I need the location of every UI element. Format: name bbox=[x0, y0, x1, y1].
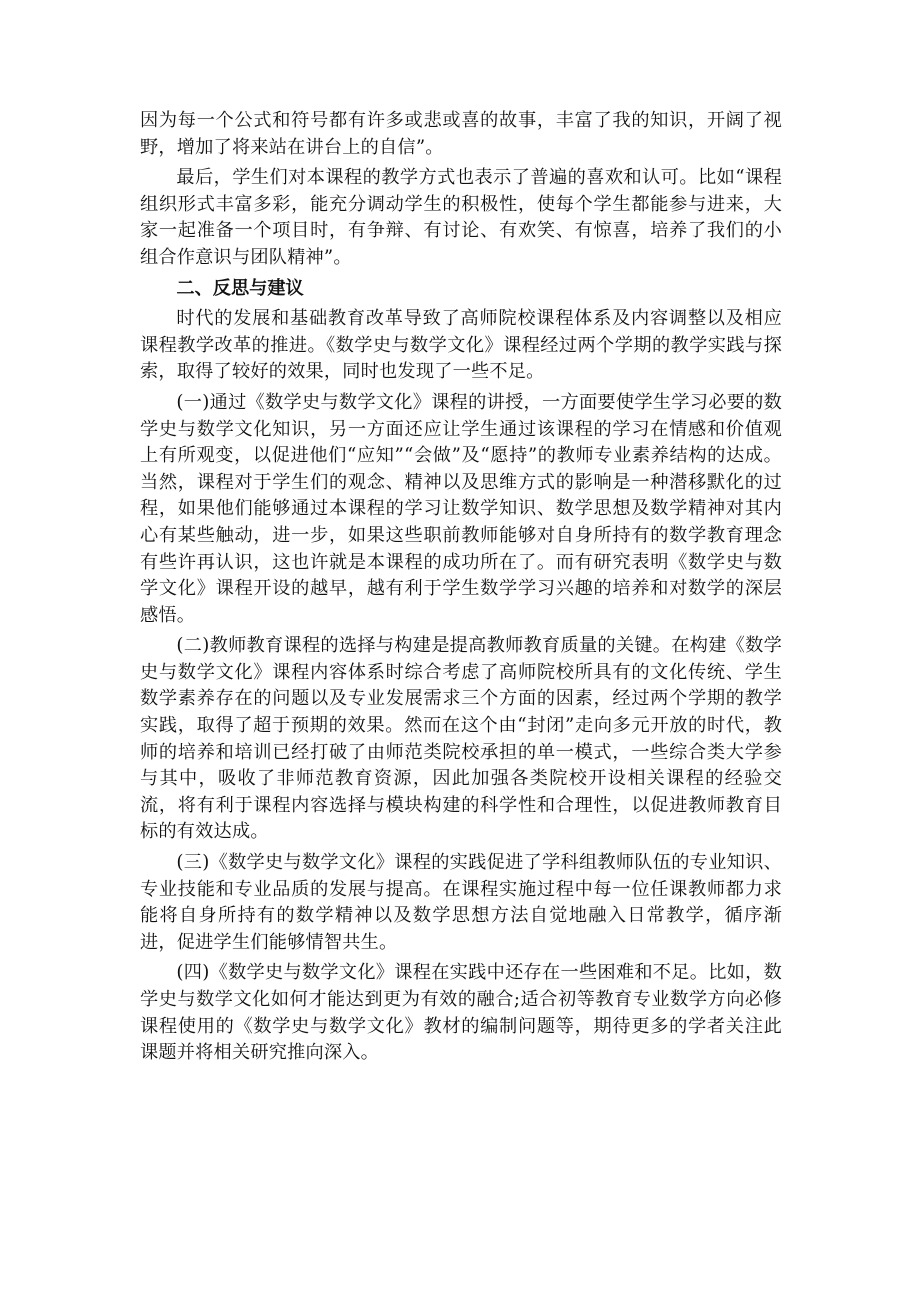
paragraph-point-3: (三)《数学史与数学文化》课程的实践促进了学科组教师队伍的专业知识、专业技能和专业品质的发展与提高。在课程实施过程中每一位任课教师都力求能将自身所持有的数学精神以及数学思想方法自觉地融入日常教学，循序渐进，促进学生们能够情智共生。 bbox=[140, 852, 782, 953]
paragraph-teaching-method: 最后，学生们对本课程的教学方式也表示了普遍的喜欢和认可。比如“课程组织形式丰富多彩，能充分调动学生的积极性，使每个学生都能参与进来，大家一起准备一个项目时，有争辩、有讨论、有欢笑、有惊喜，培养了我们的小组合作意识与团队精神”。 bbox=[140, 167, 782, 268]
paragraph-point-2: (二)教师教育课程的选择与构建是提高教师教育质量的关键。在构建《数学史与数学文化》课程内容体系时综合考虑了高师院校所具有的文化传统、学生数学素养存在的问题以及专业发展需求三个方面的因素，经过两个学期的教学实践，取得了超于预期的效果。然而在这个由“封闭”走向多元开放的时代，教师的培养和培训已经打破了由师范类院校承担的单一模式，一些综合类大学参与其中，吸收了非师范教育资源，因此加强各类院校开设相关课程的经验交流，将有利于课程内容选择与模块构建的科学性和合理性，以促进教师教育目标的有效达成。 bbox=[140, 635, 782, 843]
paragraph-intro: 时代的发展和基础教育改革导致了高师院校课程体系及内容调整以及相应课程教学改革的推进。《数学史与数学文化》课程经过两个学期的教学实践与探索，取得了较好的效果，同时也发现了一些不足。 bbox=[140, 308, 782, 383]
section-heading: 二、反思与建议 bbox=[176, 277, 304, 299]
paragraph-point-4: (四)《数学史与数学文化》课程在实践中还存在一些困难和不足。比如，数学史与数学文化如何才能达到更为有效的融合;适合初等教育专业数学方向必修课程使用的《数学史与数学文化》教材的编制问题等，期待更多的学者关注此课题并将相关研究推向深入。 bbox=[140, 962, 782, 1064]
paragraph-quote-continuation: 因为每一个公式和符号都有许多或悲或喜的故事，丰富了我的知识，开阔了视野，增加了将来站在讲台上的自信”。 bbox=[140, 110, 782, 158]
paragraph-point-1: (一)通过《数学史与数学文化》课程的讲授，一方面要使学生学习必要的数学史与数学文化知识，另一方面还应让学生通过该课程的学习在情感和价值观上有所观变，以促进他们“应知”“会做”及“愿持”的教师专业素养结构的达成。当然，课程对于学生们的观念、精神以及思维方式的影响是一种潜移默化的过程，如果他们能够通过本课程的学习让数学知识、数学思想及数学精神对其内心有某些触动，进一步，如果这些职前教师能够对自身所持有的数学教育理念有些许再认识，这也许就是本课程的成功所在了。而有研究表明《数学史与数学文化》课程开设的越早，越有利于学生数学学习兴趣的培养和对数学的深层感悟。 bbox=[140, 391, 782, 626]
document-body bbox=[140, 108, 782, 1071]
